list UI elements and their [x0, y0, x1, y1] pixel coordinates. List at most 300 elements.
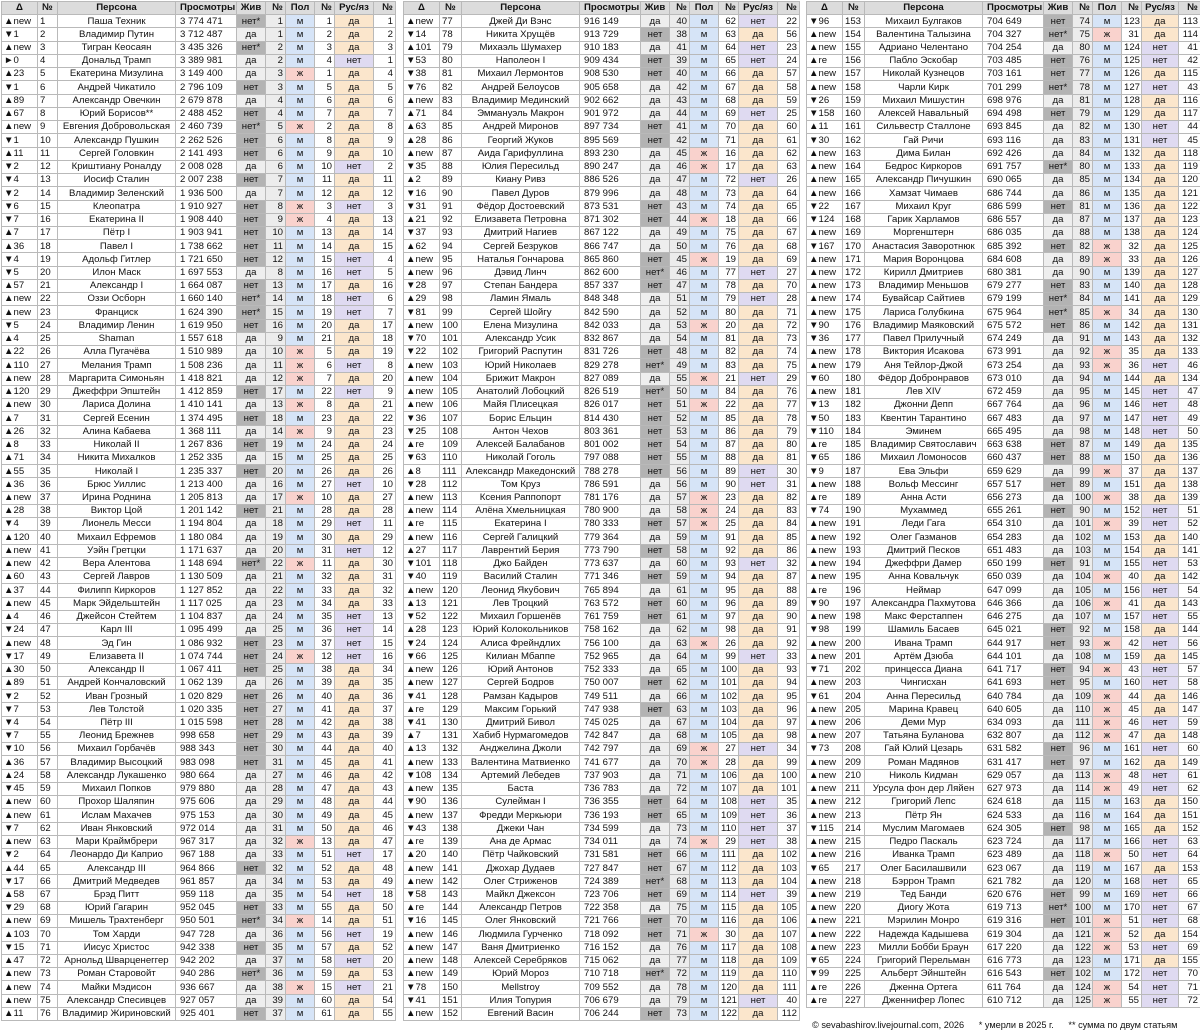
cell-rank: 118 [440, 557, 462, 570]
cell-sexrank: 9 [315, 425, 335, 438]
cell-rank: 24 [38, 319, 58, 332]
cell-aliverank: 89 [1073, 253, 1093, 266]
cell-name: Никита Михалков [58, 451, 176, 464]
cell-alive: да [1044, 121, 1073, 134]
cell-alive: да [641, 756, 670, 769]
cell-alive: да [1044, 213, 1073, 226]
cell-rank: 80 [440, 54, 462, 67]
cell-rank: 163 [843, 147, 865, 160]
cell-aliverank: 71 [670, 928, 690, 941]
cell-delta: ▲62 [404, 240, 440, 253]
cell-delta: ▲new [807, 835, 843, 848]
cell-sexrank: 56 [315, 928, 335, 941]
cell-views: 619 304 [983, 928, 1044, 941]
table-row [807, 504, 1200, 517]
cell-name: Лионель Месси [58, 518, 176, 531]
cell-rusrank: 66 [1179, 888, 1200, 901]
cell-delta: ▲new [807, 901, 843, 914]
cell-views: 741 677 [580, 756, 641, 769]
cell-aliverank: 101 [1073, 518, 1093, 531]
cell-rusrank: 61 [778, 134, 800, 147]
cell-rank: 117 [440, 544, 462, 557]
cell-rus: да [739, 399, 778, 412]
cell-delta: ▼29 [2, 901, 38, 914]
cell-rus: да [739, 187, 778, 200]
cell-alive: да [237, 187, 266, 200]
alive-rank-header: № [670, 2, 690, 15]
cell-aliverank: 58 [670, 504, 690, 517]
cell-rusrank: 54 [374, 994, 396, 1007]
cell-rus: нет [335, 359, 374, 372]
cell-name: Роман Старовойт [58, 968, 176, 981]
cell-alive: да [1044, 346, 1073, 359]
cell-sexrank: 55 [315, 901, 335, 914]
cell-delta: ▼17 [2, 650, 38, 663]
cell-views: 710 718 [580, 968, 641, 981]
cell-sexrank: 60 [315, 994, 335, 1007]
table-row [807, 425, 1200, 438]
cell-rus: да [335, 557, 374, 570]
cell-rus: да [739, 716, 778, 729]
cell-views: 895 569 [580, 134, 641, 147]
cell-aliverank: 56 [670, 478, 690, 491]
cell-sex: ж [1093, 703, 1122, 716]
cell-aliverank: 28 [266, 716, 286, 729]
cell-rusrank: 19 [374, 346, 396, 359]
cell-sexrank: 146 [1122, 399, 1142, 412]
cell-views: 3 149 400 [176, 68, 237, 81]
cell-delta: ▲57 [2, 279, 38, 292]
table-row [807, 849, 1200, 862]
cell-rank: 223 [843, 941, 865, 954]
cell-delta: ▲new [404, 809, 440, 822]
cell-sex: м [286, 28, 315, 41]
cell-views: 3 774 471 [176, 15, 237, 28]
cell-sex: м [1093, 399, 1122, 412]
cell-sexrank: 28 [315, 504, 335, 517]
cell-name: Григорий Перельман [865, 954, 983, 967]
cell-delta: ▲new [404, 941, 440, 954]
cell-rus: да [335, 571, 374, 584]
cell-name: Джо Байден [462, 557, 580, 570]
cell-alive: да [237, 491, 266, 504]
cell-rusrank: 38 [374, 716, 396, 729]
table-row [807, 835, 1200, 848]
cell-alive: нет* [641, 875, 670, 888]
cell-delta: ▲new [807, 385, 843, 398]
cell-rusrank: 65 [1179, 875, 1200, 888]
table-row [404, 213, 800, 226]
cell-rus: да [1142, 597, 1179, 610]
cell-rank: 155 [843, 41, 865, 54]
cell-rus: нет [335, 306, 374, 319]
cell-sexrank: 64 [719, 41, 739, 54]
cell-sexrank: 11 [315, 174, 335, 187]
cell-sexrank: 151 [1122, 478, 1142, 491]
cell-aliverank: 20 [266, 544, 286, 557]
cell-name: Майя Плисецкая [462, 399, 580, 412]
cell-aliverank: 48 [670, 187, 690, 200]
table-row [807, 981, 1200, 994]
cell-rus: да [335, 226, 374, 239]
cell-sexrank: 115 [719, 901, 739, 914]
person-header: Персона [865, 2, 983, 15]
cell-name: Брюс Уиллис [58, 478, 176, 491]
cell-name: Мэрилин Монро [865, 915, 983, 928]
ranking-table-part-3 [806, 1, 1200, 1008]
cell-delta: ▲71 [2, 451, 38, 464]
cell-rank: 108 [440, 425, 462, 438]
cell-rank: 173 [843, 279, 865, 292]
cell-sexrank: 2 [315, 28, 335, 41]
cell-alive: да [1044, 716, 1073, 729]
cell-rank: 49 [38, 650, 58, 663]
cell-rus: да [739, 68, 778, 81]
alive-rank-header: № [266, 2, 286, 15]
cell-rus: нет [1142, 663, 1179, 676]
cell-alive: да [641, 716, 670, 729]
cell-views: 698 976 [983, 94, 1044, 107]
cell-name: Алла Пугачёва [58, 346, 176, 359]
cell-sexrank: 136 [1122, 200, 1142, 213]
cell-rusrank: 11 [374, 174, 396, 187]
cell-rus: нет [1142, 41, 1179, 54]
cell-rank: 22 [38, 293, 58, 306]
cell-sex: м [286, 385, 315, 398]
cell-delta: ▼70 [404, 332, 440, 345]
cell-delta: ▼65 [807, 862, 843, 875]
cell-rusrank: 79 [778, 425, 800, 438]
table-row [404, 253, 800, 266]
cell-sexrank: 4 [315, 213, 335, 226]
cell-rusrank: 64 [1179, 849, 1200, 862]
cell-name: Пётр Ян [865, 809, 983, 822]
cell-sexrank: 47 [315, 782, 335, 795]
cell-rus: да [335, 28, 374, 41]
cell-rank: 79 [440, 41, 462, 54]
cell-sex: м [690, 901, 719, 914]
cell-sexrank: 14 [315, 240, 335, 253]
cell-delta: ▼15 [2, 941, 38, 954]
cell-name: Алексей Балабанов [462, 438, 580, 451]
table-row [2, 253, 396, 266]
cell-views: 867 122 [580, 226, 641, 239]
cell-aliverank: 96 [1073, 743, 1093, 756]
cell-rank: 158 [843, 81, 865, 94]
cell-aliverank: 44 [670, 213, 690, 226]
cell-views: 3 435 326 [176, 41, 237, 54]
cell-alive: нет [1044, 743, 1073, 756]
cell-alive: да [641, 478, 670, 491]
cell-aliverank: 17 [266, 385, 286, 398]
cell-aliverank: 92 [1073, 346, 1093, 359]
delta-header: Δ [2, 2, 38, 15]
cell-alive: да [641, 15, 670, 28]
cell-alive: да [237, 624, 266, 637]
cell-rusrank: 126 [1179, 253, 1200, 266]
cell-aliverank: 12 [266, 253, 286, 266]
cell-rusrank: 47 [374, 835, 396, 848]
cell-delta: ▲new [404, 319, 440, 332]
cell-aliverank: 98 [1073, 425, 1093, 438]
cell-sex: м [1093, 226, 1122, 239]
table-row [404, 809, 800, 822]
cell-delta: ▼4 [2, 253, 38, 266]
cell-sex: м [690, 438, 719, 451]
cell-rus: нет [739, 650, 778, 663]
cell-sexrank: 70 [719, 121, 739, 134]
cell-delta: ▼90 [807, 319, 843, 332]
cell-rus: нет [1142, 888, 1179, 901]
cell-views: 967 188 [176, 849, 237, 862]
cell-sex: ж [1093, 518, 1122, 531]
cell-name: Дональд Трамп [58, 54, 176, 67]
cell-aliverank: 87 [1073, 438, 1093, 451]
cell-delta: ▲new [807, 147, 843, 160]
cell-sex: м [690, 41, 719, 54]
cell-sex: ж [286, 835, 315, 848]
table-row [404, 279, 800, 292]
table-row [404, 504, 800, 517]
cell-name: Неймар [865, 584, 983, 597]
cell-name: Дима Билан [865, 147, 983, 160]
cell-aliverank: 62 [670, 624, 690, 637]
cell-sex: ж [690, 518, 719, 531]
cell-rus: да [739, 200, 778, 213]
cell-name: Владимир Ленин [58, 319, 176, 332]
cell-rusrank: 128 [1179, 279, 1200, 292]
cell-alive: нет [1044, 54, 1073, 67]
cell-sex: ж [286, 981, 315, 994]
cell-views: 1 213 400 [176, 478, 237, 491]
cell-aliverank: 94 [1073, 663, 1093, 676]
table-row [2, 399, 396, 412]
cell-views: 857 337 [580, 279, 641, 292]
cell-name: Павел Прилучный [865, 332, 983, 345]
table-row [2, 438, 396, 451]
cell-sexrank: 9 [315, 147, 335, 160]
cell-rus: нет [1142, 716, 1179, 729]
cell-aliverank: 105 [1073, 584, 1093, 597]
cell-aliverank: 25 [266, 624, 286, 637]
cell-rus: да [1142, 822, 1179, 835]
table-row [404, 968, 800, 981]
cell-sexrank: 27 [315, 478, 335, 491]
cell-rusrank: 63 [1179, 835, 1200, 848]
cell-name: Николай Кузнецов [865, 68, 983, 81]
cell-delta: ▲new [807, 531, 843, 544]
cell-alive: нет* [1044, 28, 1073, 41]
cell-rank: 145 [440, 915, 462, 928]
cell-rus: нет [1142, 981, 1179, 994]
cell-delta: ▼74 [807, 504, 843, 517]
cell-aliverank: 18 [266, 412, 286, 425]
cell-delta: ▼101 [404, 557, 440, 570]
cell-rank: 137 [440, 809, 462, 822]
cell-alive: да [1044, 954, 1073, 967]
cell-views: 779 364 [580, 531, 641, 544]
cell-rusrank: 131 [1179, 319, 1200, 332]
cell-sex: ж [286, 68, 315, 81]
cell-rus: нет [335, 928, 374, 941]
cell-alive: нет* [237, 15, 266, 28]
cell-alive: да [237, 425, 266, 438]
cell-rusrank: 58 [1179, 676, 1200, 689]
cell-sex: м [690, 465, 719, 478]
cell-alive: нет* [1044, 81, 1073, 94]
cell-sex: ж [690, 504, 719, 517]
table-row [404, 174, 800, 187]
cell-rus: да [335, 690, 374, 703]
cell-rusrank: 1 [374, 15, 396, 28]
cell-views: 925 401 [176, 1007, 237, 1020]
cell-sexrank: 116 [719, 915, 739, 928]
cell-views: 623 067 [983, 862, 1044, 875]
cell-aliverank: 68 [670, 729, 690, 742]
table-row [2, 941, 396, 954]
cell-alive: нет [641, 425, 670, 438]
cell-name: Майки Мэдисон [58, 981, 176, 994]
cell-delta: ▲new [404, 266, 440, 279]
sex-rank-header: № [719, 2, 739, 15]
cell-rus: нет [1142, 399, 1179, 412]
cell-rank: 133 [440, 756, 462, 769]
cell-alive: нет [237, 504, 266, 517]
cell-rank: 91 [440, 200, 462, 213]
cell-sex: м [690, 359, 719, 372]
cell-rus: да [1142, 279, 1179, 292]
cell-name: Пётр I [58, 226, 176, 239]
cell-views: 742 847 [580, 729, 641, 742]
cell-views: 781 176 [580, 491, 641, 504]
cell-delta: ▼38 [404, 68, 440, 81]
cell-sexrank: 12 [315, 650, 335, 663]
cell-alive: да [237, 782, 266, 795]
cell-alive: нет [641, 518, 670, 531]
cell-sex: м [286, 571, 315, 584]
cell-delta: ▲28 [404, 134, 440, 147]
cell-name: Борис Ельцин [462, 412, 580, 425]
cell-rank: 10 [38, 134, 58, 147]
cell-rank: 126 [440, 663, 462, 676]
cell-views: 675 964 [983, 306, 1044, 319]
table-row [807, 822, 1200, 835]
cell-rusrank: 40 [374, 743, 396, 756]
cell-alive: нет* [641, 968, 670, 981]
cell-delta: ▲new [807, 306, 843, 319]
cell-rank: 219 [843, 888, 865, 901]
footer-notes [806, 1019, 1200, 1032]
cell-sex: м [690, 981, 719, 994]
cell-rank: 190 [843, 504, 865, 517]
cell-rank: 76 [38, 1007, 58, 1020]
cell-sex: ж [1093, 941, 1122, 954]
cell-sex: м [1093, 531, 1122, 544]
table-row [807, 597, 1200, 610]
cell-views: 690 065 [983, 174, 1044, 187]
cell-rus: да [739, 610, 778, 623]
table-row [807, 94, 1200, 107]
cell-name: Василий Сталин [462, 571, 580, 584]
cell-rusrank: 8 [374, 359, 396, 372]
cell-views: 621 782 [983, 875, 1044, 888]
cell-delta: ▲new [807, 650, 843, 663]
cell-rusrank: 50 [374, 901, 396, 914]
cell-sexrank: 47 [1122, 729, 1142, 742]
cell-rank: 98 [440, 293, 462, 306]
cell-name: Моргенштерн [865, 226, 983, 239]
cell-sexrank: 50 [1122, 849, 1142, 862]
cell-delta: ▲new [807, 253, 843, 266]
cell-sex: м [286, 412, 315, 425]
cell-rusrank: 53 [374, 968, 396, 981]
header-row [404, 2, 800, 15]
cell-name: Юрий Гагарин [58, 901, 176, 914]
cell-sexrank: 85 [719, 412, 739, 425]
cell-aliverank: 100 [1073, 491, 1093, 504]
cell-rus: нет [1142, 676, 1179, 689]
cell-views: 620 676 [983, 888, 1044, 901]
cell-rank: 6 [38, 81, 58, 94]
table-row [2, 637, 396, 650]
cell-delta: ▲new [2, 491, 38, 504]
cell-name: Александр I [58, 279, 176, 292]
cell-rus: да [1142, 160, 1179, 173]
cell-views: 773 790 [580, 544, 641, 557]
cell-views: 631 582 [983, 743, 1044, 756]
cell-name: Леонардо Ди Каприо [58, 849, 176, 862]
cell-sexrank: 98 [719, 624, 739, 637]
cell-alive: да [237, 571, 266, 584]
cell-delta: ▲new [2, 544, 38, 557]
table-row [404, 849, 800, 862]
cell-rus: да [739, 504, 778, 517]
cell-name: Григорий Распутин [462, 346, 580, 359]
cell-rank: 159 [843, 94, 865, 107]
cell-sex: м [690, 809, 719, 822]
cell-name: Гай Ричи [865, 134, 983, 147]
cell-sex: ж [1093, 690, 1122, 703]
cell-rank: 99 [440, 306, 462, 319]
cell-rank: 100 [440, 319, 462, 332]
cell-rusrank: 58 [778, 81, 800, 94]
cell-name: Ева Эльфи [865, 465, 983, 478]
cell-rus: да [1142, 690, 1179, 703]
cell-delta: ▼7 [2, 729, 38, 742]
cell-rusrank: 36 [374, 690, 396, 703]
cell-name: Килиан Мбаппе [462, 650, 580, 663]
cell-rusrank: 9 [374, 385, 396, 398]
cell-sex: м [690, 941, 719, 954]
cell-sexrank: 106 [719, 769, 739, 782]
table-row [2, 147, 396, 160]
cell-name: Екатерина I [462, 518, 580, 531]
cell-sexrank: 103 [719, 703, 739, 716]
cell-delta: ▲7 [2, 226, 38, 239]
cell-rusrank: 147 [1179, 703, 1200, 716]
cell-views: 686 557 [983, 213, 1044, 226]
cell-rus: нет [335, 650, 374, 663]
cell-views: 1 117 025 [176, 597, 237, 610]
cell-rank: 168 [843, 213, 865, 226]
cell-alive: нет [1044, 504, 1073, 517]
cell-views: 1 267 836 [176, 438, 237, 451]
cell-sexrank: 41 [315, 703, 335, 716]
cell-rusrank: 133 [1179, 346, 1200, 359]
cell-aliverank: 59 [670, 531, 690, 544]
cell-sexrank: 35 [315, 610, 335, 623]
cell-alive: да [641, 187, 670, 200]
